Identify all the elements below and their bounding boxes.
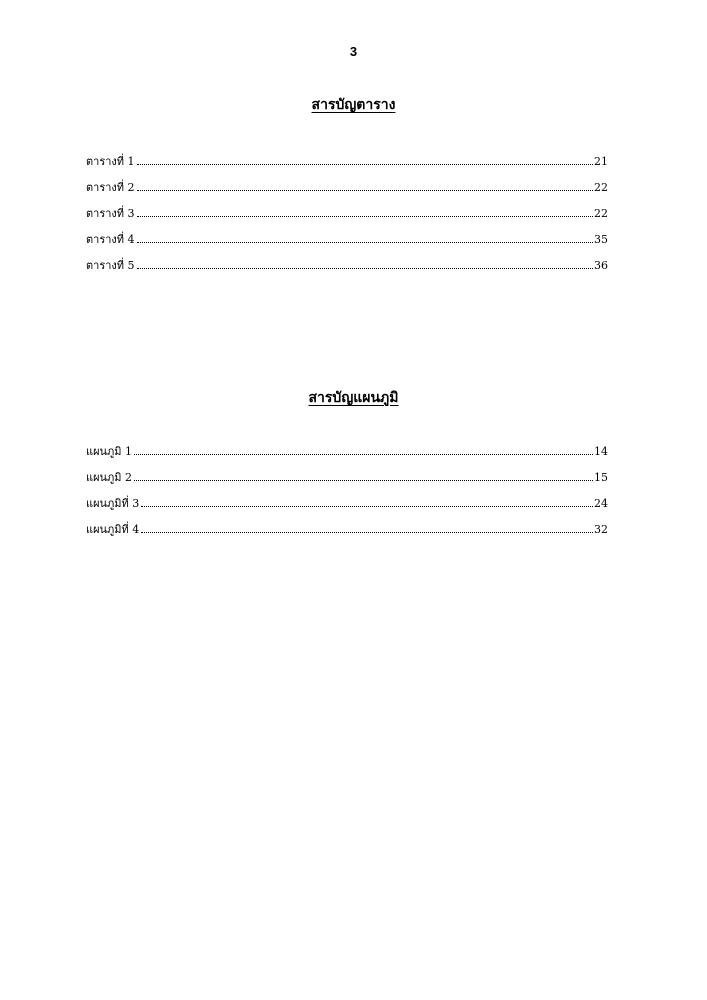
toc-entry xyxy=(86,150,608,176)
toc-entry-label: ตารางที่ 4 xyxy=(86,233,135,246)
toc-entry-label: ตารางที่ 5 xyxy=(86,259,135,272)
toc-entry-label: แผนภูมิที่ 4 xyxy=(86,523,140,536)
dot-leader xyxy=(137,176,593,191)
toc-entry xyxy=(86,254,608,280)
dot-leader xyxy=(134,440,593,455)
dot-leader xyxy=(137,254,593,269)
toc-entry-page: 15 xyxy=(594,471,608,484)
toc-entry xyxy=(86,228,608,254)
toc-entry xyxy=(86,466,608,492)
dot-leader xyxy=(141,492,593,507)
page-number: 3 xyxy=(349,44,358,59)
dot-leader xyxy=(134,466,593,481)
table-of-tables-list xyxy=(86,150,608,280)
toc-entry-page: 32 xyxy=(594,523,608,536)
toc-entry-page: 14 xyxy=(594,445,608,458)
table-of-figures-title: สารบัญแผนภูมิ xyxy=(308,390,399,406)
toc-entry-page: 36 xyxy=(594,259,608,272)
toc-entry-label: ตารางที่ 2 xyxy=(86,181,135,194)
toc-entry-label: แผนภูมิ 2 xyxy=(86,471,133,484)
toc-entry-page: 21 xyxy=(594,155,608,168)
toc-entry-page: 22 xyxy=(594,181,608,194)
toc-entry xyxy=(86,492,608,518)
dot-leader xyxy=(137,228,593,243)
table-of-figures-list xyxy=(86,440,608,544)
toc-entry xyxy=(86,440,608,466)
toc-entry-page: 24 xyxy=(594,497,608,510)
dot-leader xyxy=(137,150,593,165)
toc-entry-label: แผนภูมิ 1 xyxy=(86,445,133,458)
toc-entry-label: ตารางที่ 1 xyxy=(86,155,135,168)
toc-entry-page: 35 xyxy=(594,233,608,246)
toc-entry-label: ตารางที่ 3 xyxy=(86,207,135,220)
table-of-tables-title: สารบัญตาราง xyxy=(311,97,396,113)
dot-leader xyxy=(141,518,593,533)
dot-leader xyxy=(137,202,593,217)
toc-entry-page: 22 xyxy=(594,207,608,220)
toc-entry xyxy=(86,518,608,544)
toc-entry xyxy=(86,202,608,228)
toc-entry-label: แผนภูมิที่ 3 xyxy=(86,497,140,510)
toc-entry xyxy=(86,176,608,202)
